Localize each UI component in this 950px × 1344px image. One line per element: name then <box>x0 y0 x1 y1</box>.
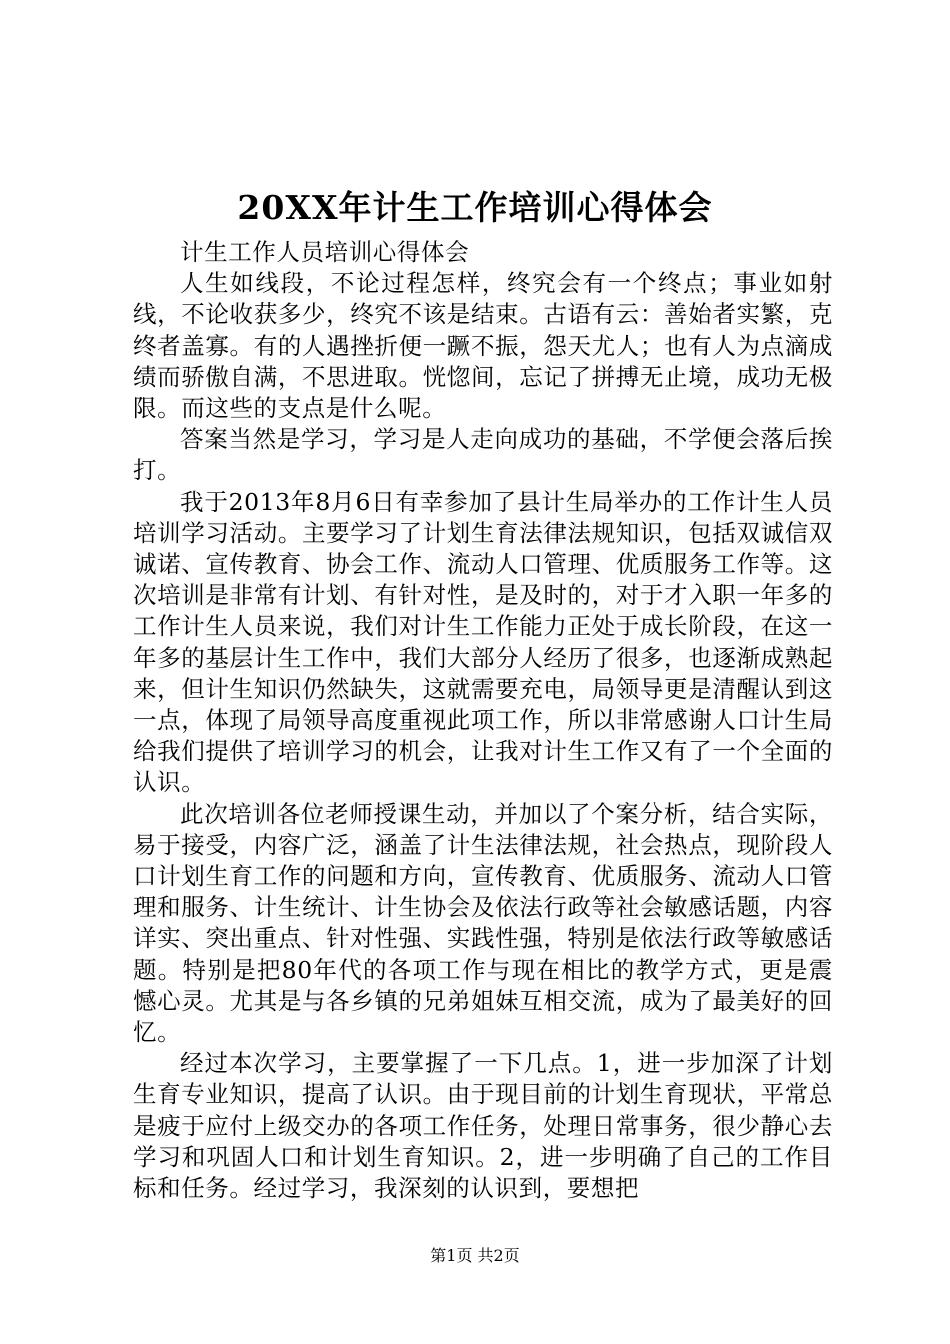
document-title: 20XX年计生工作培训心得体会 <box>237 188 713 227</box>
paragraph: 答案当然是学习，学习是人走向成功的基础，不学便会落后挨打。 <box>133 425 833 485</box>
paragraph: 我于2013年8月6日有幸参加了县计生局举办的工作计生人员培训学习活动。主要学习了计划生育法律法规知识，包括双诚信双诚诺、宣传教育、协会工作、流动人口管理、优质服务工作等。这次培训是非常有计划、有针对性，是及时的，对于才入职一年多的工作计生人员来说，我们对计生工作能力正处于成长阶段，在这一年多的基层计生工作中，我们大部分人经历了很多，也逐渐成熟起来，但计生知识仍然缺失，这就需要充电，局领导更是清醒认到这一点，体现了局领导高度重视此项工作，所以非常感谢人口计生局给我们提供了培训学习的机会，让我对计生工作又有了一个全面的认识。 <box>133 487 833 797</box>
document-body <box>133 237 833 1204</box>
page-number-footer: 第1页 共2页 <box>430 1246 520 1265</box>
paragraph: 此次培训各位老师授课生动，并加以了个案分析，结合实际，易于接受，内容广泛，涵盖了计生法律法规，社会热点，现阶段人口计划生育工作的问题和方向，宣传教育、优质服务、流动人口管理和服务、计生统计、计生协会及依法行政等社会敏感话题，内容详实、突出重点、针对性强、实践性强，特别是依法行政等敏感话题。特别是把80年代的各项工作与现在相比的教学方式，更是震憾心灵。尤其是与各乡镇的兄弟姐妹互相交流，成为了最美好的回忆。 <box>133 799 833 1047</box>
paragraph: 人生如线段，不论过程怎样，终究会有一个终点；事业如射线，不论收获多少，终究不该是结束。古语有云：善始者实繁，克终者盖寡。有的人遇挫折便一蹶不振，怨天尤人；也有人为点滴成绩而骄傲自满，不思进取。恍惚间，忘记了拼搏无止境，成功无极限。而这些的支点是什么呢。 <box>133 269 833 423</box>
paragraph: 经过本次学习，主要掌握了一下几点。1，进一步加深了计划生育专业知识，提高了认识。由于现目前的计划生育现状，平常总是疲于应付上级交办的各项工作任务，处理日常事务，很少静心去学习和巩固人口和计划生育知识。2，进一步明确了自己的工作目标和任务。经过学习，我深刻的认识到，要想把 <box>133 1049 833 1203</box>
document-subtitle: 计生工作人员培训心得体会 <box>180 238 470 266</box>
